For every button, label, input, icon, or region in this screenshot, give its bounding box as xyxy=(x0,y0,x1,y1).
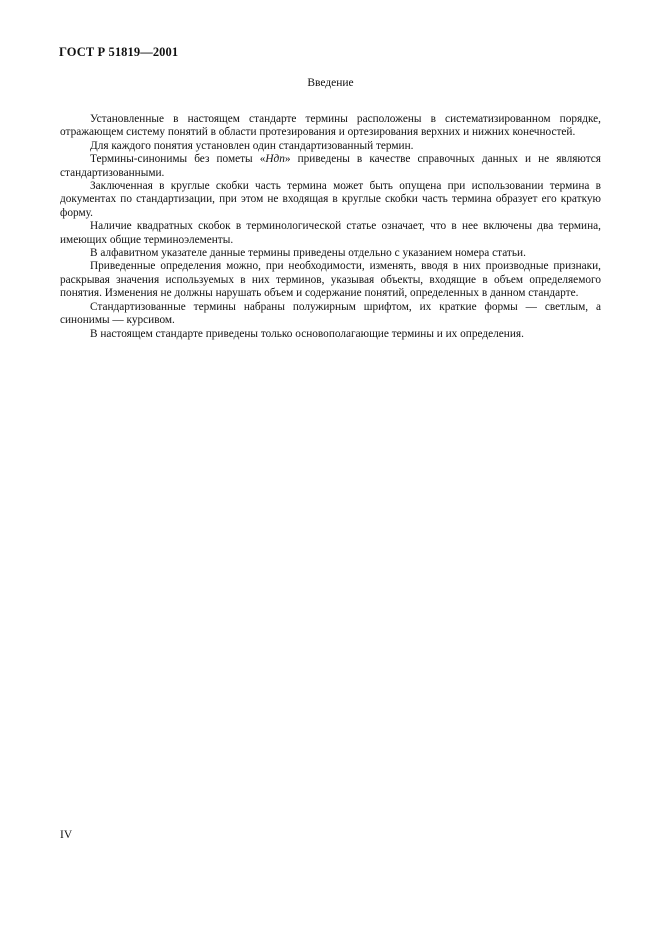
paragraph-8: Стандартизованные термины набраны полужирным шрифтом, их краткие формы — светлым, а синонимы — курсивом. xyxy=(60,300,601,327)
paragraph-3-after: » приведены в качестве справочных данных и не являются стандартизованными. xyxy=(60,153,602,179)
paragraph-3-mark: Ндп xyxy=(265,153,285,166)
paragraph-6: В алфавитном указателе данные термины приведены отдельно с указанием номера статьи. xyxy=(90,247,526,260)
introduction-body xyxy=(60,113,601,341)
paragraph-3-before: Термины-синонимы без пометы « xyxy=(90,153,266,166)
paragraph-5: Наличие квадратных скобок в терминологической статье означает, что в нее включены два термина, имеющих общие терминоэлементы. xyxy=(60,220,601,246)
paragraph-1: Установленные в настоящем стандарте термины расположены в систематизированном порядке, отражающем систему понятий в области протезирования и ортезирования верхних и нижних конечностей. xyxy=(60,113,601,139)
section-title: Введение xyxy=(307,77,354,89)
paragraph-4: Заключенная в круглые скобки часть термина может быть опущена при использовании термина в документах по стандартизации, при этом не входящая в круглые скобки часть термина образует его краткую форму. xyxy=(60,180,601,219)
page-number: IV xyxy=(60,829,73,841)
paragraph-7: Приведенные определения можно, при необходимости, изменять, вводя в них производные признаки, раскрывая значения используемых в них терминов, указывая объекты, входящие в объем определяемого понятия. Изменения не должны нарушать объем и содержание понятий, определенных в данном стандарте. xyxy=(60,260,601,300)
paragraph-9: В настоящем стандарте приведены только основополагающие термины и их определения. xyxy=(90,327,524,340)
standard-code-header: ГОСТ Р 51819—2001 xyxy=(59,45,179,59)
paragraph-2: Для каждого понятия установлен один стандартизованный термин. xyxy=(90,139,414,152)
paragraph-3 xyxy=(60,153,601,180)
